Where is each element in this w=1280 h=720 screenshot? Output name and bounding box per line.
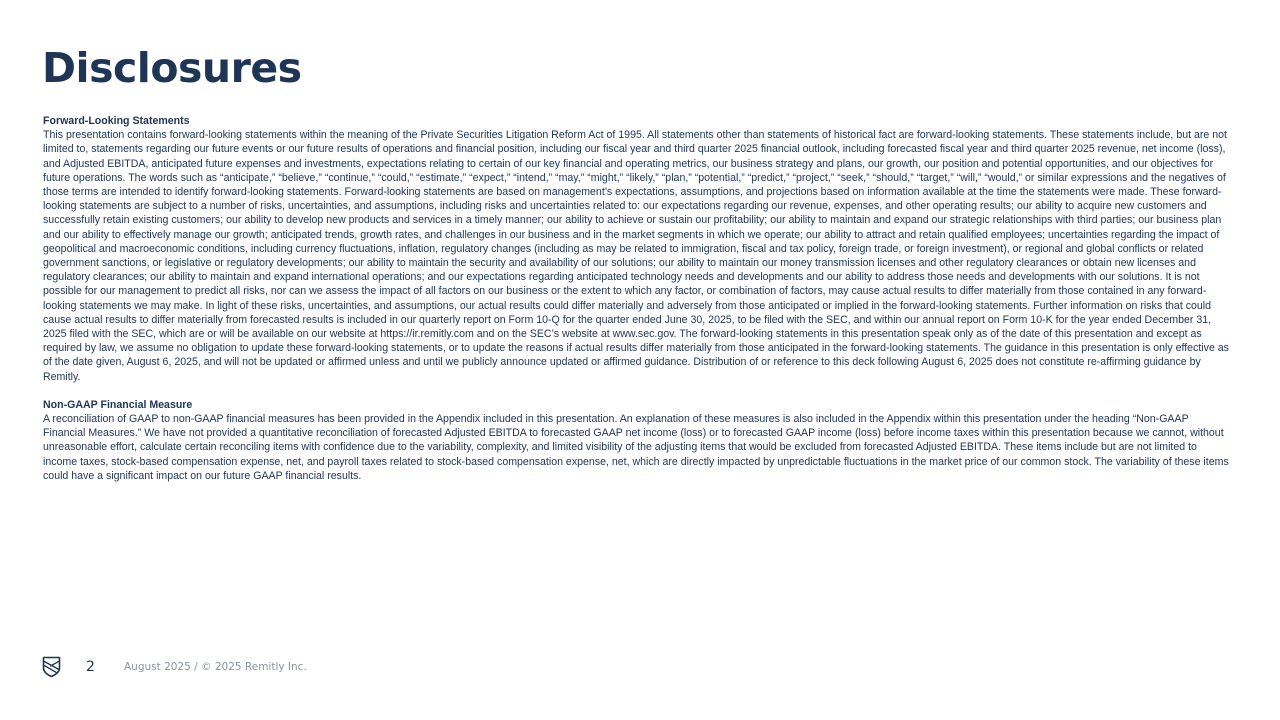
forward-looking-section xyxy=(43,114,1233,384)
forward-looking-heading: Forward-Looking Statements xyxy=(43,115,190,127)
remitly-shield-icon xyxy=(42,656,61,678)
footer xyxy=(42,655,442,679)
non-gaap-body: A reconciliation of GAAP to non-GAAP financial measures has been provided in the Appendix included in this presentation. An explanation of these measures is also included in the Appendix within this presentation under the heading “Non-GAAP Financial Measures.” We have not provided a quantitative reconciliation of forecasted Adjusted EBITDA to forecasted GAAP net income (loss) or to forecasted GAAP income (loss) before income taxes within this presentation because we cannot, without unreasonable effort, calculate certain reconciling items with confidence due to the variability, complexity, and limited visibility of the adjusting items that would be excluded from forecasted Adjusted EBITDA. These items include but are not limited to income taxes, stock-based compensation expense, net, and payroll taxes related to stock-based compensation expense, net, which are directly impacted by unpredictable fluctuations in the market price of our common stock. The variability of these items could have a significant impact on our future GAAP financial results. xyxy=(43,413,1229,482)
page-title: Disclosures xyxy=(42,44,302,92)
page-number: 2 xyxy=(86,659,95,675)
disclosures-content xyxy=(43,114,1233,483)
non-gaap-section xyxy=(43,398,1233,483)
forward-looking-body: This presentation contains forward-looking statements within the meaning of the Private Securities Litigation Reform Act of 1995. All statements other than statements of historical fact are forward-looking statements. These statements include, but are not limited to, statements regarding our future events or our future results of operations and financial position, including our fiscal year and third quarter 2025 financial outlook, including forecasted fiscal year and third quarter 2025 revenue, net income (loss), and Adjusted EBITDA, anticipated future expenses and investments, expectations relating to certain of our key financial and operating metrics, our business strategy and plans, our growth, our position and potential opportunities, and our objectives for future operations. The words such as “anticipate,” “believe,” “continue,” “could,” “estimate,” “expect,” “intend,” “may,” “might,” “likely,” “plan,” “potential,” “predict,” “project,” “seek,” “should,” “target,” “will,” “would,” or similar expressions and the negatives of those terms are intended to identify forward-looking statements. Forward-looking statements are based on management’s expectations, assumptions, and projections based on information available at the time the statements were made. These forward-looking statements are subject to a number of risks, uncertainties, and assumptions, including risks and uncertainties related to: our expectations regarding our revenue, expenses, and other operating results; our ability to acquire new customers and successfully retain existing customers; our ability to develop new products and services in a timely manner; our ability to achieve or sustain our profitability; our ability to maintain and expand our strategic relationships with third parties; our business plan and our ability to effectively manage our growth; anticipated trends, growth rates, and challenges in our business and in the market segments in which we operate; our ability to attract and retain qualified employees; uncertainties regarding the impact of geopolitical and macroeconomic conditions, including currency fluctuations, inflation, regulatory changes (including as may be related to immigration, fiscal and tax policy, foreign trade, or foreign investment), or regional and global conflicts or related government sanctions, or legislative or regulatory developments; our ability to maintain the security and availability of our solutions; our ability to maintain our money transmission licenses and other regulatory clearances or obtain new licenses and regulatory clearances; our ability to maintain and expand international operations; and our expectations regarding anticipated technology needs and developments and our ability to address those needs and developments with our solutions. It is not possible for our management to predict all risks, nor can we assess the impact of all factors on our business or the extent to which any factor, or combination of factors, may cause actual results to differ materially from those contained in any forward-looking statements we may make. In light of these risks, uncertainties, and assumptions, our actual results could differ materially and adversely from those anticipated or implied in the forward-looking statements. Further information on risks that could cause actual results to differ materially from forecasted results is included in our quarterly report on Form 10-Q for the quarter ended June 30, 2025, to be filed with the SEC, and within our annual report on Form 10-K for the year ended December 31, 2025 filed with the SEC, which are or will be available on our website at https://ir.remitly.com and on the SEC’s website at www.sec.gov. The forward-looking statements in this presentation speak only as of the date of this presentation and except as required by law, we assume no obligation to update these forward-looking statements, or to update the reasons if actual results differ materially from those anticipated in the forward-looking statements. The guidance in this presentation is only effective as of the date given, August 6, 2025, and will not be updated or affirmed unless and until we publicly announce updated or affirmed guidance. Distribution of or reference to this deck following August 6, 2025 does not constitute re-affirming guidance by Remitly. xyxy=(43,129,1229,383)
footer-copyright: August 2025 / © 2025 Remitly Inc. xyxy=(124,661,307,673)
non-gaap-heading: Non-GAAP Financial Measure xyxy=(43,398,193,411)
